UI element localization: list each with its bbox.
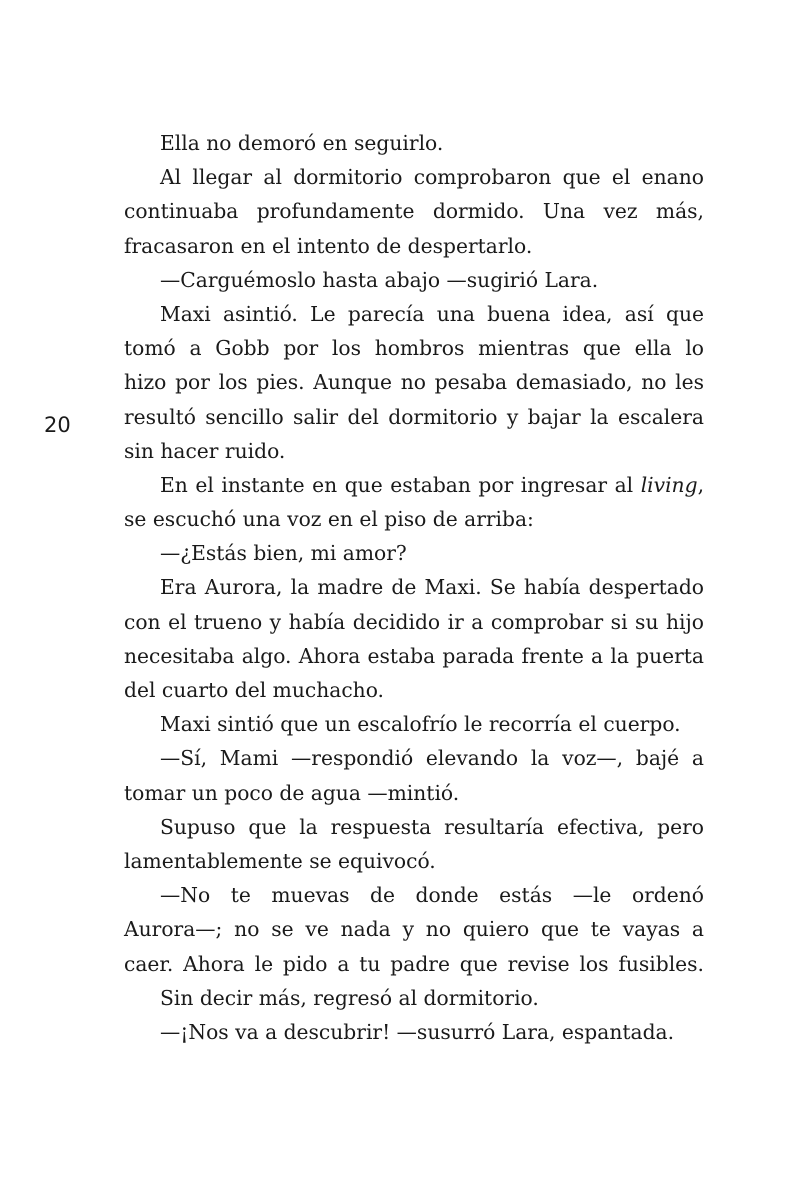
text-line: —¿Estás bien, mi amor? [160,541,407,566]
text-line: sin hacer ruido. [124,438,286,463]
text-line: tomar un poco de agua —mintió. [124,780,460,805]
page-number: 20 [44,413,71,437]
text-line: continuaba profundamente dormido. Una vez más, [124,199,704,224]
text-line: Ella no demoró en seguirlo. [160,131,444,155]
text-line: Maxi asintió. Le parecía una buena idea, así que [160,301,704,326]
text-line: Al llegar al dormitorio comprobaron que el enano [160,165,704,190]
text-line: lamentablemente se equivocó. [124,848,436,873]
text-line: Supuso que la respuesta resultaría efectiva, pero [160,814,704,839]
body-text [124,126,704,1049]
text-line: Era Aurora, la madre de Maxi. Se había despertado [160,575,704,600]
text-line: Maxi sintió que un escalofrío le recorría el cuerpo. [160,712,681,737]
text-line: resultó sencillo salir del dormitorio y bajar la escalera [124,404,704,429]
text-line: —No te muevas de donde estás —le ordenó [160,883,704,908]
text-line: fracasaron en el intento de despertarlo. [124,233,533,258]
italic-word: living [640,472,698,497]
text-line: necesitaba algo. Ahora estaba parada frente a la puerta [124,643,704,668]
text-line: del cuarto del muchacho. [124,678,384,702]
text-line: tomó a Gobb por los hombros mientras que ella lo [124,336,704,361]
text-line: Aurora—; no se ve nada y no quiero que te vayas a [124,917,704,942]
text-line: caer. Ahora le pido a tu padre que revise los fusibles. [124,951,704,976]
text-line: hizo por los pies. Aunque no pesaba demasiado, no les [124,370,704,395]
text-line [124,468,704,502]
text-line-segment: , [697,472,704,497]
text-line: —Sí, Mami —respondió elevando la voz—, bajé a [160,746,704,771]
text-line: se escuchó una voz en el piso de arriba: [124,507,534,532]
text-line: Sin decir más, regresó al dormitorio. [160,985,539,1010]
text-line-segment: En el instante en que estaban por ingresar al [160,472,641,497]
text-line: —Carguémoslo hasta abajo —sugirió Lara. [160,267,599,292]
text-line: con el trueno y había decidido ir a comprobar si su hijo [124,609,704,634]
text-line: —¡Nos va a descubrir! —susurró Lara, espantada. [160,1019,675,1044]
